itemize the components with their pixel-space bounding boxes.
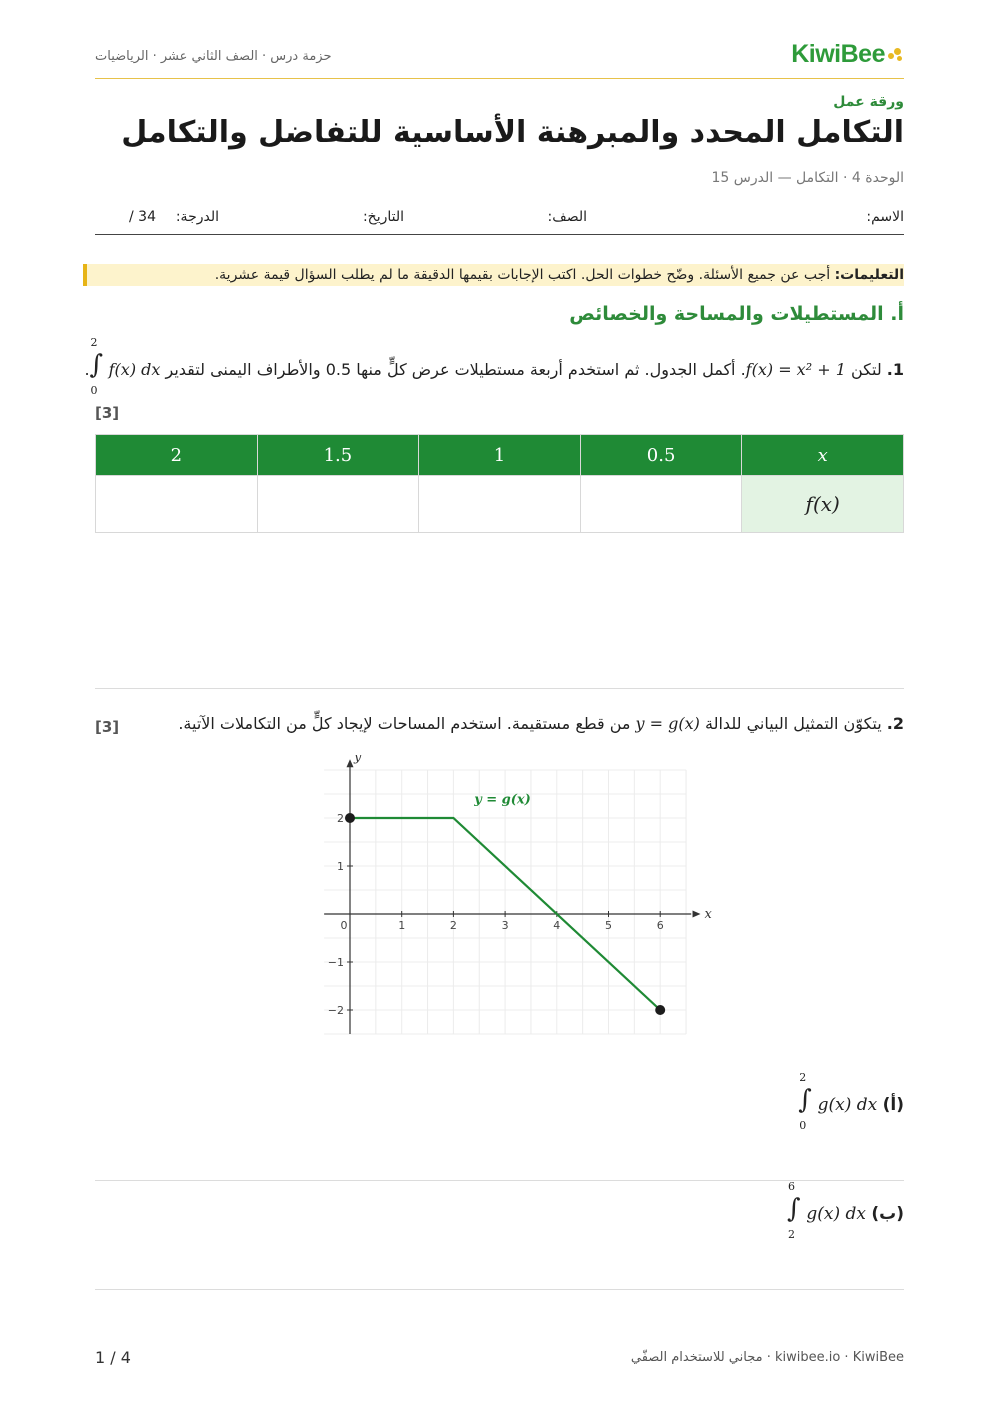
logo-dots-icon: [888, 48, 904, 62]
question-text: يتكوّن التمثيل البياني للدالة: [705, 714, 882, 733]
endpoint-dot: [345, 813, 355, 823]
integral-expression: 2 ∫ 0 f(x) dx: [89, 336, 161, 397]
instructions-text: أجب عن جميع الأسئلة. وضّح خطوات الحل. اكتب الإجابات بقيمها الدقيقة ما لم يطلب السؤال قيمة عشرية.: [214, 267, 831, 283]
student-info-row: [95, 208, 904, 235]
question-text: من قطع مستقيمة. استخدم المساحات لإيجاد كلٍّ من التكاملات الآتية.: [178, 714, 631, 733]
table-header: 1.5: [257, 435, 419, 476]
divider: [95, 1180, 904, 1181]
values-table: [95, 434, 904, 533]
grade-label: الدرجة:: [175, 209, 219, 225]
function-expression: f(x) = x² + 1: [745, 360, 846, 379]
x-tick-label: 6: [656, 919, 664, 932]
y-axis-arrow-icon: [347, 759, 354, 767]
table-row: [96, 476, 904, 533]
worksheet-kicker: ورقة عمل: [833, 94, 904, 110]
answer-cell[interactable]: [257, 476, 419, 533]
divider: [95, 688, 904, 689]
page-title: التكامل المحدد والمبرهنة الأساسية للتفاضل والتكامل: [121, 115, 904, 150]
x-tick-label: 2: [449, 919, 457, 932]
table-header: 0.5: [580, 435, 742, 476]
y-tick-label: 2: [337, 812, 344, 825]
grade-total: / 34: [129, 209, 156, 225]
question-2-part-b: [786, 1180, 904, 1241]
chart-grid: [324, 770, 686, 1034]
date-label: التاريخ:: [362, 209, 404, 225]
section-heading: أ. المستطيلات والمساحة والخصائص: [569, 303, 904, 325]
question-2-part-a: [798, 1071, 904, 1132]
question-text: لتكن: [850, 360, 882, 379]
table-header-row: [96, 435, 904, 476]
y-tick-label: 1: [337, 860, 344, 873]
graph-of-g: [315, 755, 715, 1045]
series-label: y = g(x): [474, 792, 531, 808]
page-header: [95, 36, 904, 79]
instructions-box: [83, 264, 904, 286]
row-label: f(x): [742, 476, 904, 533]
question-2: [178, 714, 904, 733]
table-header: 1: [419, 435, 581, 476]
page-subtitle: الوحدة 4 · التكامل — الدرس 15: [711, 170, 904, 186]
x-tick-label: 5: [605, 919, 612, 932]
question-1: 1. لتكن f(x) = x² + 1. أكمل الجدول. ثم استخدم أربعة مستطيلات عرض كلٍّ منها 0.5 والأطراف اليمنى لتقدير 2 ∫ 0 f(x) dx.: [84, 336, 904, 397]
y-axis-label: y: [354, 755, 362, 766]
divider: [95, 1289, 904, 1290]
x-tick-label: 1: [398, 919, 406, 932]
x-tick-label: 0: [340, 919, 348, 932]
kiwibee-logo: KiwiBee: [791, 40, 904, 69]
x-tick-label: 3: [501, 919, 509, 932]
answer-cell[interactable]: [580, 476, 742, 533]
answer-cell[interactable]: [419, 476, 581, 533]
part-label: (أ): [882, 1095, 904, 1115]
question-1-marks: [3]: [95, 404, 120, 422]
instructions-label: التعليمات:: [834, 267, 904, 283]
x-axis-label: x: [704, 907, 712, 922]
part-label: (ب): [871, 1204, 904, 1224]
y-tick-label: −1: [327, 956, 344, 969]
name-label: الاسم:: [866, 209, 904, 225]
page-number: 1 / 4: [95, 1348, 131, 1367]
function-expression: y = g(x): [635, 714, 700, 733]
x-axis-arrow-icon: [693, 911, 701, 918]
breadcrumb: حزمة درس · الصف الثاني عشر · الرياضيات: [95, 49, 332, 64]
integral-expression: 6 ∫ 2 g(x) dx: [786, 1180, 866, 1241]
question-number: 1.: [886, 360, 904, 379]
question-text: . أكمل الجدول. ثم استخدم أربعة مستطيلات عرض كلٍّ منها 0.5 والأطراف اليمنى لتقدير: [165, 360, 746, 379]
table-header: x: [742, 435, 904, 476]
y-tick-label: −2: [327, 1004, 344, 1017]
question-number: 2.: [886, 714, 904, 733]
endpoint-dot: [655, 1005, 665, 1015]
table-header: 2: [96, 435, 258, 476]
x-tick-label: 4: [553, 919, 561, 932]
question-2-marks: [3]: [95, 718, 120, 736]
class-label: الصف:: [547, 209, 587, 225]
footer-credit: kiwibee.io · KiwiBee · مجاني للاستخدام الصفّي: [630, 1350, 904, 1365]
integral-expression: 2 ∫ 0 g(x) dx: [798, 1071, 878, 1132]
answer-cell[interactable]: [96, 476, 258, 533]
